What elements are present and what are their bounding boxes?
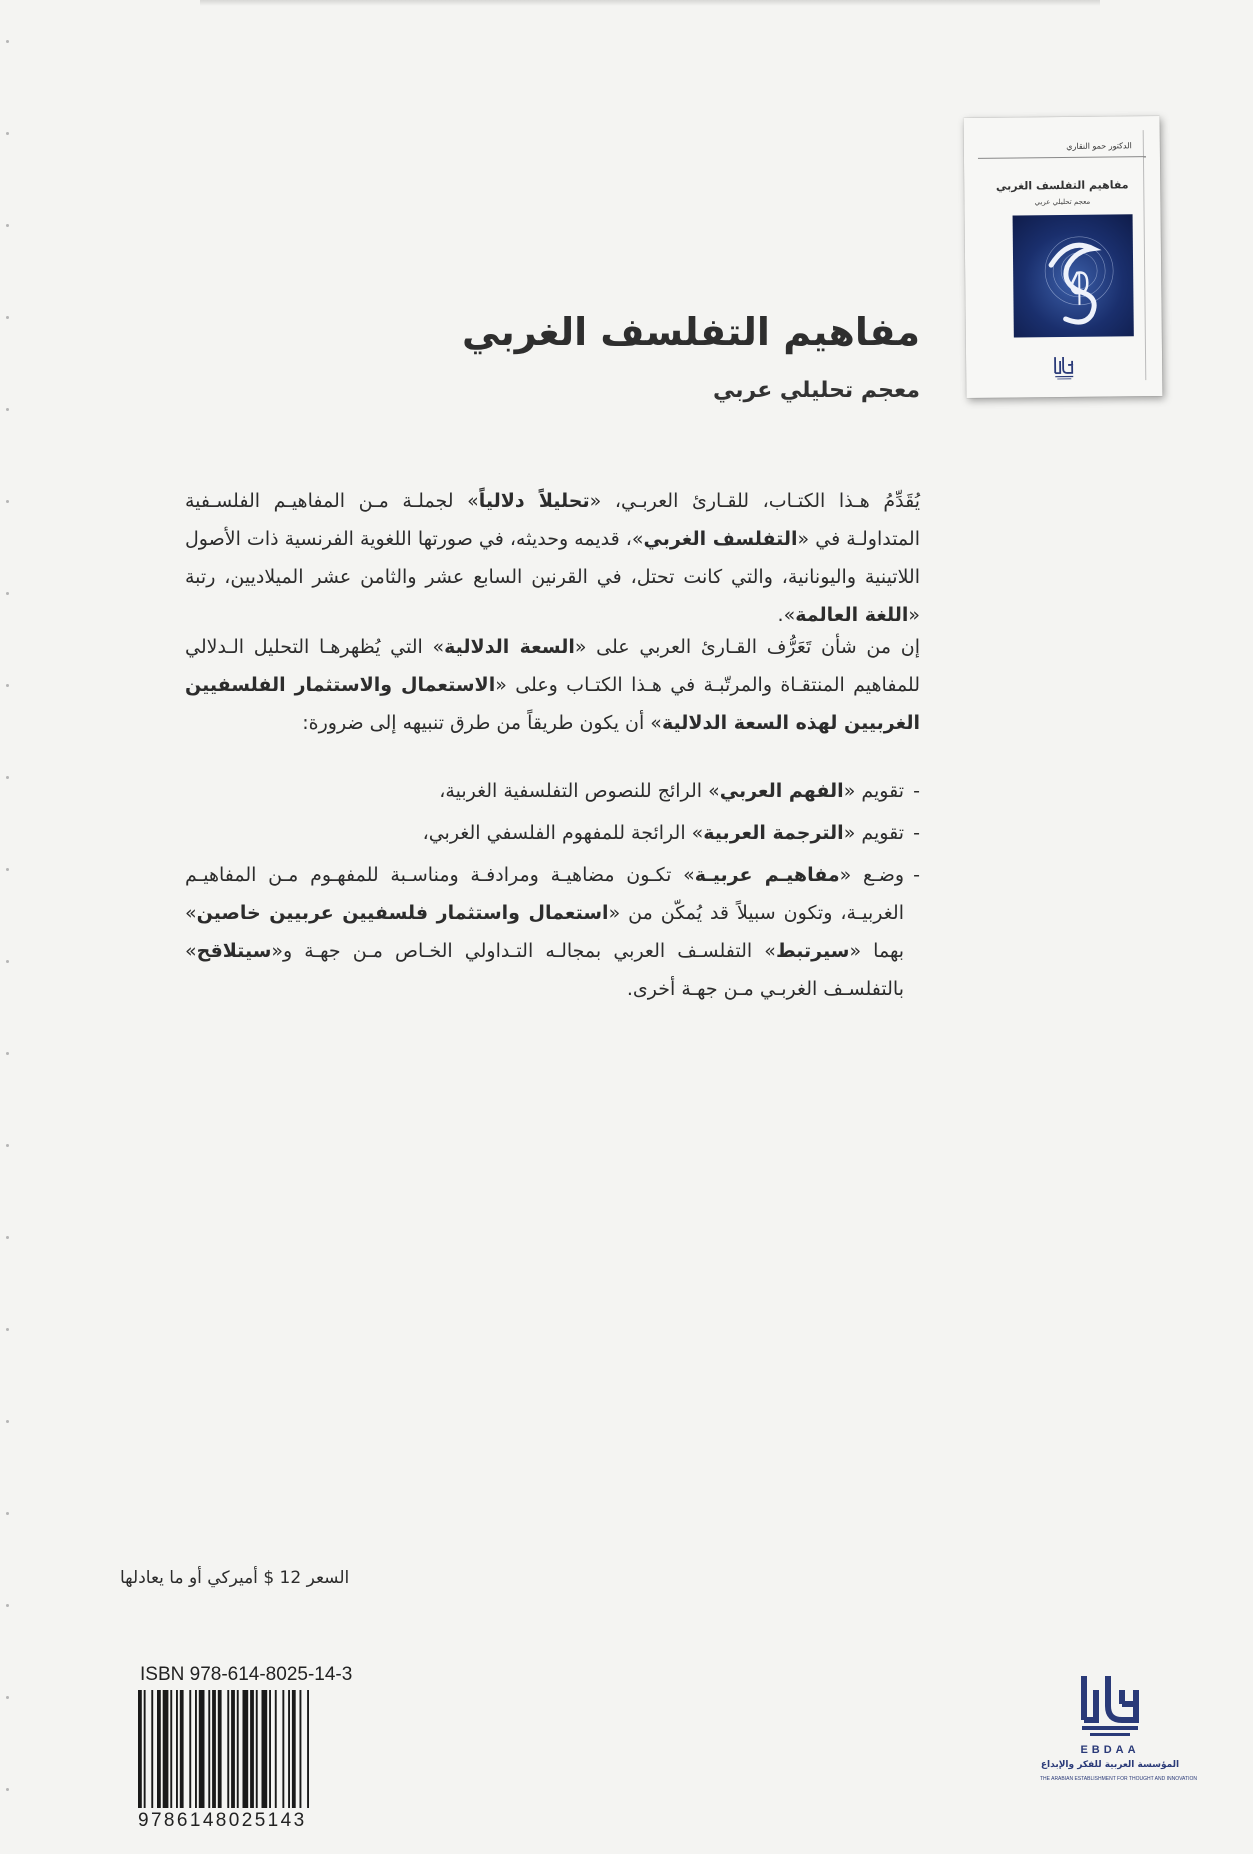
edge-dot bbox=[6, 960, 9, 963]
list-item-text: » بالتفلسـف الغربـي مـن جهـة أخرى. bbox=[185, 940, 904, 1000]
paragraph-2-text-3: » أن يكون طريقاً من طرق تنبيهه إلى ضرورة: bbox=[302, 712, 662, 734]
goals-list bbox=[185, 772, 920, 1012]
edge-dot bbox=[6, 1052, 9, 1055]
barcode-bar bbox=[275, 1690, 277, 1808]
paragraph-1-text-3: »، قديمه وحديثه، في صورتها اللغوية الفرنسية ذات الأصول اللاتينية واليونانية، والتي كانت تحتل، في القرنين السابع عشر والثامن عشر الميلاديين، رتبة « bbox=[185, 528, 920, 626]
barcode-bar bbox=[243, 1690, 249, 1808]
book-subtitle: معجم تحليلي عربي bbox=[712, 378, 920, 403]
list-item-text: وضـع « bbox=[839, 864, 905, 886]
edge-dot bbox=[6, 776, 9, 779]
top-edge-shadow bbox=[200, 0, 1100, 6]
barcode-bar bbox=[212, 1690, 216, 1808]
publisher-name: EBDAA bbox=[1080, 1744, 1140, 1756]
barcode-bar bbox=[208, 1690, 210, 1808]
list-item-bold: الفهم العربي bbox=[719, 780, 844, 802]
list-item-text: » الرائجة للمفهوم الفلسفي الغربي، bbox=[422, 822, 704, 844]
paragraph-1-bold-2: التفلسف الغربي bbox=[643, 528, 798, 550]
edge-dot bbox=[6, 408, 9, 411]
list-item-text: » بهما « bbox=[185, 902, 905, 962]
edge-dot bbox=[6, 1696, 9, 1699]
barcode-bar bbox=[288, 1690, 290, 1808]
thumbnail-author: الدكتور حمو النقاري bbox=[1066, 141, 1132, 151]
book-title: مفاهيم التفلسف الغربي bbox=[462, 310, 920, 354]
left-edge-binding-dots bbox=[6, 0, 10, 1854]
list-item bbox=[185, 856, 920, 1008]
barcode-icon bbox=[138, 1690, 366, 1818]
edge-dot bbox=[6, 1236, 9, 1239]
barcode-bar bbox=[199, 1690, 205, 1808]
ebdaa-logo-icon bbox=[1078, 1670, 1142, 1738]
barcode-bar bbox=[170, 1690, 172, 1808]
edge-dot bbox=[6, 1144, 9, 1147]
edge-dot bbox=[6, 684, 9, 687]
paragraph-1-text-4: ». bbox=[777, 604, 796, 626]
edge-dot bbox=[6, 40, 9, 43]
price-label: السعر 12 $ أميركي أو ما يعادلها bbox=[120, 1568, 350, 1588]
edge-dot bbox=[6, 1328, 9, 1331]
list-bullet: - bbox=[913, 822, 920, 844]
publisher-logo bbox=[1040, 1660, 1197, 1810]
list-bullet: - bbox=[913, 780, 920, 802]
publisher-english-name: THE ARABIAN ESTABLISHMENT FOR THOUGHT AND INNOVATION bbox=[1040, 1776, 1197, 1782]
paragraph-1-text-1: يُقَدِّمُ هـذا الكتـاب، للقـارئ العربـي، « bbox=[589, 490, 920, 512]
barcode-bar bbox=[180, 1690, 184, 1808]
list-item-bold: سيتلاقح bbox=[196, 940, 272, 962]
edge-dot bbox=[6, 224, 9, 227]
list-item-bold: استعمال واستثمار فلسفيين عربيين خاصين bbox=[196, 902, 609, 924]
edge-dot bbox=[6, 1604, 9, 1607]
barcode-bar bbox=[176, 1690, 178, 1808]
thumbnail-cover-artwork bbox=[1013, 214, 1134, 337]
list-item bbox=[185, 814, 920, 852]
list-bullet: - bbox=[913, 864, 920, 886]
list-item-text: تقويم « bbox=[843, 780, 904, 802]
barcode-bar bbox=[231, 1690, 235, 1808]
barcode-bar bbox=[250, 1690, 254, 1808]
publisher-arabic-name: المؤسسة العربية للفكر والإبداع bbox=[1040, 1760, 1180, 1770]
barcode-bar bbox=[300, 1690, 302, 1808]
paragraph-2-text-2: » التي يُظهرهـا التحليل الـدلالي للمفاهيم المنتقـاة والمرتّبـة في هـذا الكتـاب وعلى « bbox=[185, 636, 921, 696]
barcode-bar bbox=[218, 1690, 222, 1808]
barcode-bar bbox=[256, 1690, 258, 1808]
barcode-bar bbox=[157, 1690, 161, 1808]
edge-dot bbox=[6, 1420, 9, 1423]
barcode-bar bbox=[307, 1690, 309, 1818]
paragraph-1-text-2: » لجملـة مـن المفاهيـم الفلسـفية المتداولـة في « bbox=[185, 490, 920, 550]
edge-dot bbox=[6, 132, 9, 135]
barcode-bar bbox=[163, 1690, 169, 1808]
description-paragraph-1 bbox=[185, 482, 920, 634]
edge-dot bbox=[6, 1512, 9, 1515]
paragraph-2-bold-1: السعة الدلالية bbox=[444, 636, 575, 658]
thumbnail-rule bbox=[978, 156, 1146, 159]
thumbnail-vertical-rule bbox=[1143, 130, 1147, 380]
barcode-bar bbox=[189, 1690, 191, 1808]
list-item-text: » تكـون مضاهيـة ومرادفـة ومناسـبة للمفهـوم مـن المفاهيـم الغربيـة، وتكون سبيلاً قد يُمكّن من « bbox=[185, 864, 904, 924]
edge-dot bbox=[6, 316, 9, 319]
paragraph-2-text-1: إن من شأن تَعَرُّف القـارئ العربي على « bbox=[574, 636, 920, 658]
barcode-bar bbox=[144, 1690, 146, 1818]
list-item bbox=[185, 772, 920, 810]
paragraph-1-bold-3: اللغة العالمة bbox=[795, 604, 909, 626]
barcode-bar bbox=[269, 1690, 271, 1808]
thumbnail-title: مفاهيم التفلسف الغربي bbox=[995, 178, 1129, 193]
thumbnail-publisher-logo bbox=[1052, 353, 1076, 381]
paragraph-2-bold-2: الاستعمال والاستثمار الفلسفيين الغربيين لهذه السعة الدلالية bbox=[185, 674, 920, 734]
calligraphy-icon bbox=[1013, 214, 1134, 337]
list-item-text: » الرائج للنصوص التفلسفية الغربية، bbox=[439, 780, 720, 802]
list-item-bold: مفاهيـم عربيـة bbox=[694, 864, 840, 886]
barcode-bar bbox=[195, 1690, 197, 1808]
list-item-bold: الترجمة العربية bbox=[703, 822, 844, 844]
list-item-text: تقويم « bbox=[843, 822, 904, 844]
edge-dot bbox=[6, 500, 9, 503]
barcode-digits: 9786148025143 bbox=[138, 1808, 366, 1832]
barcode-bar bbox=[292, 1690, 296, 1808]
paragraph-1-bold-1: تحليلاً دلالياً bbox=[478, 490, 590, 512]
edge-dot bbox=[6, 868, 9, 871]
thumbnail-subtitle: معجم تحليلي عربي bbox=[1034, 197, 1091, 207]
barcode-bar bbox=[151, 1690, 153, 1808]
edge-dot bbox=[6, 1788, 9, 1791]
barcode-bar bbox=[237, 1690, 239, 1808]
list-item-bold: سيرتبط bbox=[775, 940, 850, 962]
barcode-bar bbox=[227, 1690, 229, 1818]
edge-dot bbox=[6, 592, 9, 595]
list-item-text: » التفلسـف العربي بمجالـه التـداولي الخـاص مـن جهـة و« bbox=[271, 940, 776, 962]
barcode-bar bbox=[138, 1690, 142, 1818]
barcode-bar bbox=[282, 1690, 284, 1808]
isbn-number: ISBN 978-614-8025-14-3 bbox=[140, 1664, 353, 1685]
front-cover-thumbnail bbox=[964, 116, 1163, 398]
description-paragraph-2 bbox=[185, 628, 920, 742]
barcode-bar bbox=[262, 1690, 268, 1808]
